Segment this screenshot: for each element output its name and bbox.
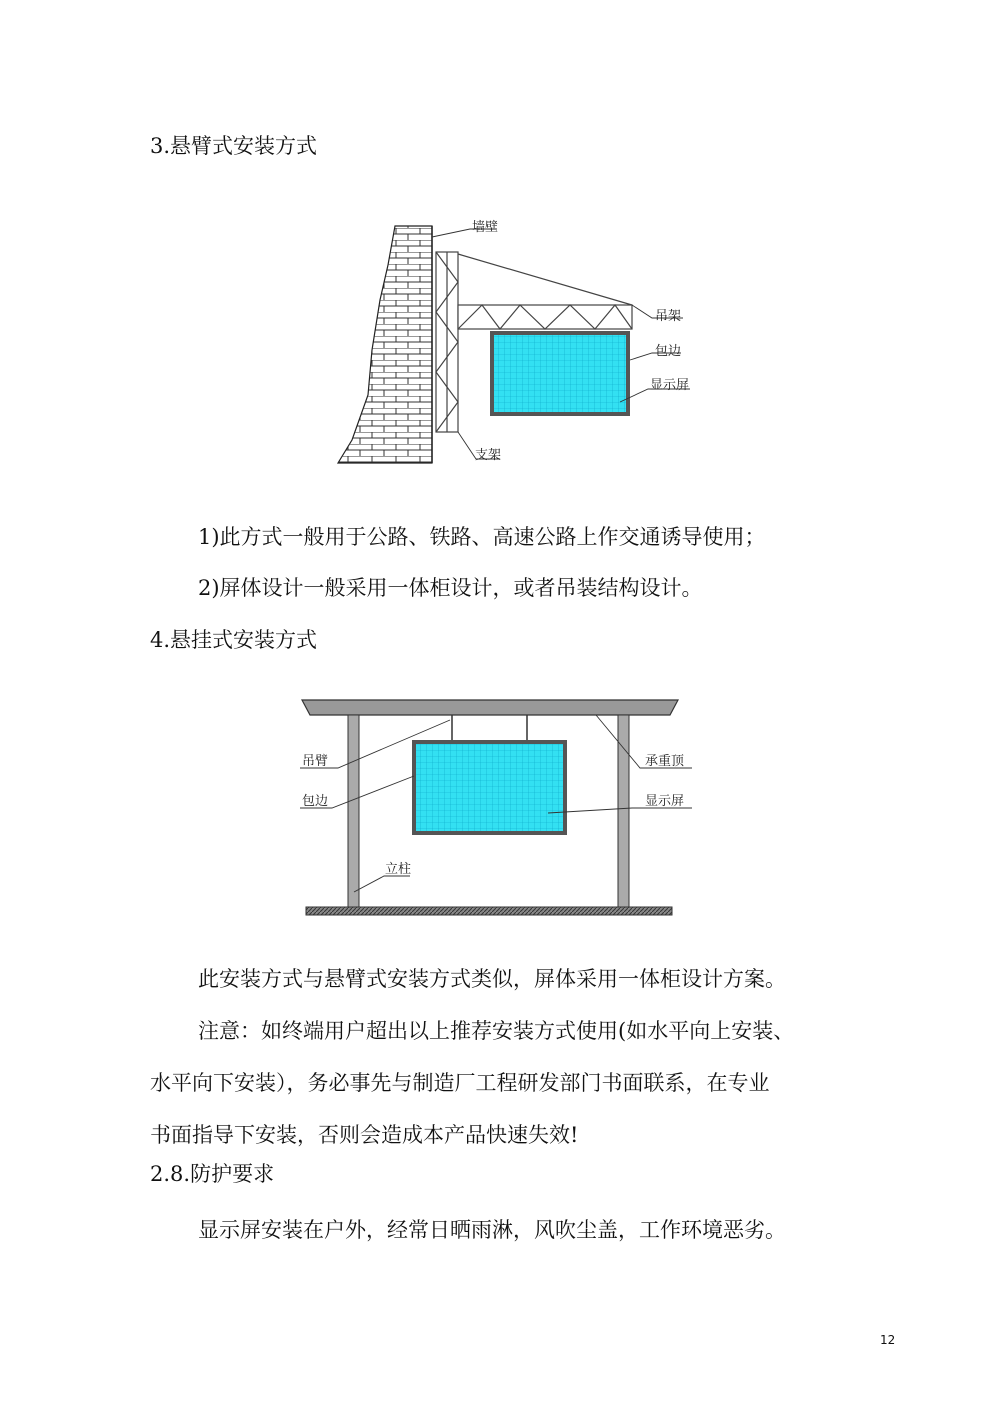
label-edge-2: 包边: [302, 794, 329, 809]
brick-wall: [338, 226, 432, 463]
page-number: 12: [880, 1333, 896, 1347]
column-left: [348, 715, 359, 907]
label-hanger: 吊架: [655, 309, 682, 324]
hanging-paragraph: 此安装方式与悬臂式安装方式类似，屏体采用一体柜设计方案。: [198, 967, 786, 991]
hanger-truss: [458, 254, 632, 329]
label-arm: 吊臂: [302, 754, 329, 769]
label-column: 立柱: [385, 862, 412, 877]
protection-paragraph: 显示屏安装在户外，经常日晒雨淋，风吹尘盖，工作环境恶劣。: [198, 1218, 786, 1242]
note-line-3: 书面指导下安装，否则会造成本产品快速失效!: [150, 1123, 579, 1147]
cantilever-note-2: 2)屏体设计一般采用一体柜设计，或者吊装结构设计。: [198, 576, 703, 600]
screen-frame-2: [412, 740, 567, 835]
floor: [306, 907, 672, 915]
label-support: 支架: [475, 448, 502, 463]
roof-beam: [302, 700, 678, 715]
screen-panel: [494, 335, 626, 412]
label-roof: 承重顶: [645, 754, 685, 769]
screen-frame: [490, 331, 630, 416]
column-right: [618, 715, 629, 907]
screen-panel-2: [416, 744, 563, 831]
note-line-2: 水平向下安装），务必事先与制造厂工程研发部门书面联系，在专业: [150, 1071, 770, 1095]
cantilever-note-1: 1)此方式一般用于公路、铁路、高速公路上作交通诱导使用；: [198, 525, 766, 549]
note-line-1: 注意：如终端用户超出以上推荐安装方式使用(如水平向上安装、: [198, 1019, 795, 1043]
section-title-protection: 2.8.防护要求: [150, 1162, 275, 1186]
label-edge: 包边: [655, 344, 682, 359]
label-screen: 显示屏: [650, 378, 690, 393]
label-screen-2: 显示屏: [645, 794, 685, 809]
section-title-cantilever: 3.悬臂式安装方式: [150, 134, 318, 158]
vertical-support: [436, 252, 458, 432]
section-title-hanging: 4.悬挂式安装方式: [150, 628, 318, 652]
label-wall: 墙壁: [472, 220, 499, 235]
